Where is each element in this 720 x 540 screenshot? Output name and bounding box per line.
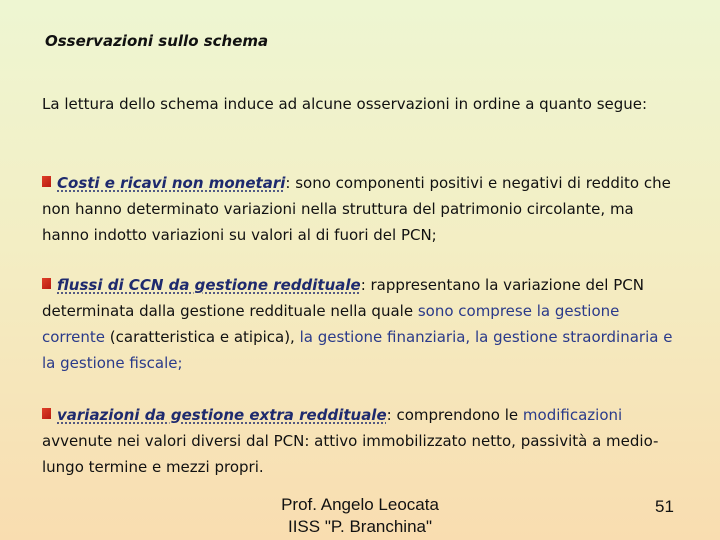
footer-author <box>230 494 490 538</box>
footer-author-name: Prof. Angelo Leocata <box>281 495 439 514</box>
page-number: 51 <box>655 497 674 516</box>
intro-paragraph: La lettura dello schema induce ad alcune osservazioni in ordine a quanto segue: <box>42 95 648 113</box>
footer-school-name: IISS "P. Branchina" <box>287 517 433 536</box>
highlight-text: sono comprese la gestione corrente <box>42 302 620 346</box>
term-variazioni: variazioni da gestione extra reddituale <box>57 406 387 424</box>
term-costi-ricavi: Costi e ricavi non monetari <box>57 174 286 192</box>
item-text: sono componenti positivi e negativi di reddito che non hanno determinato variazioni nella struttura del patrimonio circolante, ma hanno indotto variazioni su valori al di fuori del PCN; <box>42 174 671 244</box>
bullet-item-costi-ricavi <box>42 170 682 248</box>
item-text: comprendono le <box>396 406 523 424</box>
item-text: (caratteristica e atipica), <box>105 328 300 346</box>
bullet-square-icon <box>42 278 51 289</box>
highlight-text: modificazioni <box>522 406 623 424</box>
term-separator: : <box>386 406 397 424</box>
item-text: rappresentano la variazione del PCN determinata dalla gestione reddituale nella quale <box>42 276 644 320</box>
term-separator: : <box>360 276 371 294</box>
slide-title: Osservazioni sullo schema <box>45 32 269 50</box>
bullet-square-icon <box>42 176 51 187</box>
bullet-item-flussi-ccn <box>42 272 682 376</box>
bullet-item-variazioni <box>42 402 682 480</box>
highlight-text: la gestione finanziaria, la gestione straordinaria e la gestione fiscale; <box>42 328 673 372</box>
term-flussi-ccn: flussi di CCN da gestione reddituale <box>57 276 361 294</box>
item-text: avvenute nei valori diversi dal PCN: attivo immobilizzato netto, passività a medio-lungo termine e mezzi propri. <box>42 432 659 476</box>
bullet-square-icon <box>42 408 51 419</box>
term-separator: : <box>285 174 296 192</box>
